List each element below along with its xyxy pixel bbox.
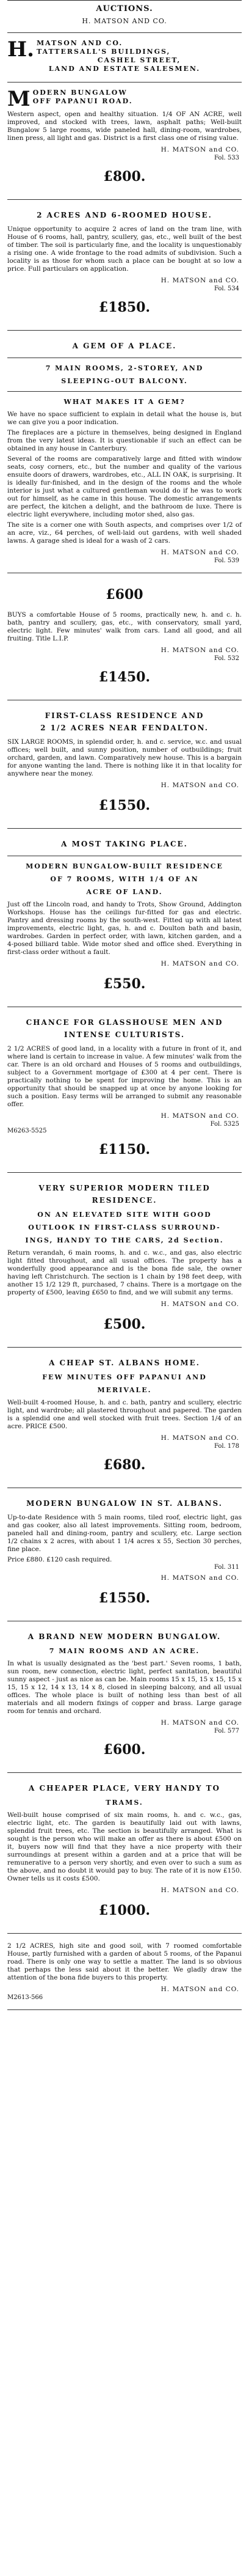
ad-heading: A CHEAPER PLACE, VERY HANDY TO xyxy=(29,1784,220,1793)
ad-price: £1550. xyxy=(98,798,151,813)
divider xyxy=(7,330,242,331)
divider xyxy=(7,1172,242,1173)
ad-two-half-acres xyxy=(7,1937,242,2006)
section-title: AUCTIONS. xyxy=(96,4,153,13)
ad-ref: Fol. 577 xyxy=(214,1728,239,1734)
ad-body: We have no space sufficient to explain in detail what the house is, but we can give you a poor indication. xyxy=(7,411,242,426)
intro-line-2: TATTERSALL'S BUILDINGS, xyxy=(36,48,171,56)
ad-body: Return verandah, 6 main rooms, h. and c. w.c., and gas, also electric light fitted throughout, and all usual offices. The property has a wonderfully good appearance and is the bona fide sale, the owner having left Christchurch. The section is 1 chain by 198 feet deep, with another 15 1/2 129 ft, purchased, 7 chains. There is a mortgage on the property of £500, leaving £650 to find, and we will submit any terms. xyxy=(7,1249,242,1296)
ad-two-acres xyxy=(7,204,242,326)
ad-subheading: MODERN BUNGALOW-BUILT RESIDENCE xyxy=(26,862,223,870)
ad-price: £1000. xyxy=(98,1903,151,1918)
ad-signature: H. MATSON and CO. xyxy=(161,1574,239,1582)
ad-subheading: MERIVALE. xyxy=(97,1386,152,1394)
ad-signature: H. MATSON and CO. xyxy=(161,647,239,654)
ad-signature: H. MATSON and CO. xyxy=(161,1112,239,1120)
ad-body: Price £880. £120 cash required. xyxy=(7,1556,112,1563)
ad-subheading: SLEEPING-OUT BALCONY. xyxy=(61,377,188,385)
ad-ref: Fol. 534 xyxy=(214,285,239,292)
ad-modern-bungalow xyxy=(7,86,242,196)
ad-body: Just off the Lincoln road, and handy to Trots, Show Ground, Addington Workshops. House has the ceilings fur-fitted for gas and electric. Pantry and dressing rooms by the south-west. Fitted up with all latest improvements, electric light, gas, h. and c. Doulton bath and basin, wardrobes. Garden in perfect order, with lawn, kitchen garden, and a 4-posed billiard table. Wide motor shed and office shed. Everything in first-class order without a fault. xyxy=(7,901,242,956)
ad-signature: H. MATSON and CO. xyxy=(161,782,239,789)
ad-title: ODERN BUNGALOW xyxy=(32,89,128,97)
ad-subtitle: OFF PAPANUI ROAD. xyxy=(32,97,133,105)
ad-price: £550. xyxy=(103,976,146,992)
ad-price: £600 xyxy=(106,587,143,603)
ad-body: BUYS a comfortable House of 5 rooms, practically new, h. and c. h. bath, pantry and scullery, gas, etc., with conservatory, small yard, electric light. Few minutes' walk from cars. Land all good, and all fruiting. Title L.I.P. xyxy=(7,611,242,642)
ad-signature: H. MATSON and CO. xyxy=(161,1986,239,1993)
divider xyxy=(7,2009,242,2010)
ad-heading: A MOST TAKING PLACE. xyxy=(61,840,188,848)
ad-ref: Fol. 311 xyxy=(214,1564,239,1571)
ad-body: The fireplaces are a picture in themselves, being designed in England from the very latest ideas. It is questionable if such an effect can be obtained in any house in Canterbury. xyxy=(7,429,242,452)
ad-600-house xyxy=(7,577,242,696)
ad-st-albans-bungalow xyxy=(7,1492,242,1617)
ad-heading: 2 1/2 ACRES NEAR FENDALTON. xyxy=(40,724,209,732)
ad-cheaper-place xyxy=(7,1777,242,1929)
ad-glasshouse xyxy=(7,1011,242,1169)
firm-name: H. MATSON AND CO. xyxy=(82,17,167,25)
dropcap: M xyxy=(7,87,31,111)
ad-subheading: INGS, HANDY TO THE CARS, 2d Section. xyxy=(25,1236,224,1244)
ad-ref: M2613-566 xyxy=(7,1994,43,2001)
ad-body: Western aspect, open and healthy situation. 1/4 OF AN ACRE, well improved, and stocked with trees, lawn, asphalt paths; Well-built Bungalow 5 large rooms, wide paneled hall, dining-room, wardrobes, linen press, all light and gas. District is a first class one of rising value. xyxy=(7,111,242,142)
intro-ad xyxy=(7,37,242,78)
divider xyxy=(7,828,242,829)
ad-heading: 2 ACRES AND 6-ROOMED HOUSE. xyxy=(37,211,212,219)
intro-line-3: CASHEL STREET, xyxy=(97,56,181,64)
dropcap: H. xyxy=(7,37,34,62)
ad-price: £1850. xyxy=(98,299,151,315)
ad-taking-place xyxy=(7,832,242,1003)
ad-subheading: WHAT MAKES IT A GEM? xyxy=(63,398,186,406)
ad-body: Well-built 4-roomed House, h. and c. bath, pantry and scullery, electric light, and wardrobe; all plastered throughout and papered. The garden is a splendid one and well stocked with fruit trees. Section 1/4 of an acre. PRICE £500. xyxy=(7,1399,242,1430)
ad-signature: H. MATSON and CO. xyxy=(161,960,239,967)
ad-gem-of-a-place xyxy=(7,334,242,569)
divider xyxy=(7,82,242,83)
ad-heading: CHANCE FOR GLASSHOUSE MEN AND xyxy=(26,1018,223,1027)
ad-subheading: TRAMS. xyxy=(106,1799,143,1807)
ad-subheading: OUTLOOK IN FIRST-CLASS SURROUND- xyxy=(28,1224,221,1231)
ad-ref: Fol. 533 xyxy=(214,155,239,161)
ad-heading: VERY SUPERIOR MODERN TILED xyxy=(38,1184,211,1192)
ad-ref: M6263-5525 xyxy=(7,1128,47,1134)
ad-subheading: ACRE OF LAND. xyxy=(86,888,163,896)
divider xyxy=(7,1772,242,1773)
ad-ref: Fol. 532 xyxy=(214,655,239,662)
ad-signature: H. MATSON and CO. xyxy=(161,549,239,556)
ad-body: Unique opportunity to acquire 2 acres of land on the tram line, with House of 6 rooms, hall, pantry, scullery, gas, etc., well built of the best of timber. The soil is particularly fine, and the locality is unquestionably a rising one. A wide frontage to the road admits of subdivision. Such a locality is as those for whom such a place can be bought at so low a price. Full particulars on application. xyxy=(7,226,242,273)
divider xyxy=(7,1933,242,1934)
ad-subheading: 7 MAIN ROOMS AND AN ACRE. xyxy=(49,1647,200,1655)
classified-page xyxy=(7,0,242,2010)
ad-body: 2 1/2 ACRES, high site and good soil, with 7 roomed comfortable House, partly furnished with a garden of about 5 rooms, of the Papanui road. There is only one way to settle a matter. The land is so obvious that perhaps the less said about it the better. We gladly draw the attention of the bona fide buyers to this property. xyxy=(7,1942,242,1981)
divider xyxy=(7,32,242,33)
ad-body: SIX LARGE ROOMS, in splendid order, h. and c. service, w.c. and usual offices; well built, and sunny position, number of outbuildings; fruit orchard, garden, and lawn. Comparatively new house. This is a bargain for anyone wanting the land. There is nothing like it in that locality for anywhere near the money. xyxy=(7,738,242,777)
ad-body: Up-to-date Residence with 5 main rooms, tiled roof, electric light, gas and gas cooker, also all latest improvements. Sitting room, bedroom, paneled hall and dining-room, pantry and scullery, etc. Large section 1/2 chains x 2 acres, with about 1 1/4 acres x 55, Section 30 perches, fine place. xyxy=(7,1514,242,1553)
ad-signature: H. MATSON and CO. xyxy=(161,1434,239,1442)
ad-signature: H. MATSON and CO. xyxy=(161,1719,239,1727)
ad-body: 2 1/2 ACRES of good land, in a locality with a future in front of it, and where land is certain to increase in value. A few minutes' walk from the car. There is an old orchard and Houses of 5 rooms and outbuildings, subject to a Government mortgage of £300 at 4 per cent. There is practically nothing to be spent for improving the home. This is an opportunity that should be snapped up at once by anyone looking for such a position. Easy terms will be arranged to submit any reasonable offer. xyxy=(7,1045,242,1108)
ad-heading: A CHEAP ST. ALBANS HOME. xyxy=(49,1359,200,1367)
ad-subheading: 7 MAIN ROOMS, 2-STOREY, AND xyxy=(45,364,204,372)
ad-heading: FIRST-CLASS RESIDENCE AND xyxy=(45,711,204,720)
ad-price: £1450. xyxy=(98,669,151,685)
ad-heading: A BRAND NEW MODERN BUNGALOW. xyxy=(27,1632,222,1641)
ad-price: £800. xyxy=(103,169,146,185)
ad-body: The site is a corner one with South aspects, and comprises over 1/2 of an acre, viz., 64 perches, of well-laid out gardens, with well shaded lawns. A garage shed is ideal for a wash of 2 cars. xyxy=(7,521,242,545)
ad-heading: INTENSE CULTURISTS. xyxy=(63,1030,186,1039)
ad-heading: MODERN BUNGALOW IN ST. ALBANS. xyxy=(26,1499,223,1508)
ad-price: £500. xyxy=(103,1316,146,1332)
ad-price: £600. xyxy=(103,1742,146,1758)
divider xyxy=(7,391,242,392)
ad-heading: RESIDENCE. xyxy=(92,1196,157,1205)
ad-st-albans-home xyxy=(7,1351,242,1484)
ad-body: Well-built house comprised of six main rooms, h. and c. w.c., gas, electric light, etc. The garden is beautifully laid out with lawns, splendid fruit trees, etc. The section is beautifully arranged. What is sought is the person who will make an offer as there is about £500 on it, buyers now will find that they have a nice property with their surroundings at present within a garden and at a price that will be remunerative to a person very shortly, and even over to such a sum as the above, and no doubt it would pay to buy. The rate of it is now £150. Owner tells us it costs £500. xyxy=(7,1811,242,1882)
ad-ref: Fol. 178 xyxy=(214,1443,239,1450)
ad-ref: Fol. 539 xyxy=(214,557,239,564)
divider xyxy=(7,1347,242,1348)
ad-signature: H. MATSON and CO. xyxy=(161,277,239,284)
ad-subheading: FEW MINUTES OFF PAPANUI AND xyxy=(42,1373,207,1381)
ad-price: £680. xyxy=(103,1457,146,1473)
intro-line-4: LAND AND ESTATE SALESMEN. xyxy=(48,65,201,73)
ad-signature: H. MATSON and CO. xyxy=(161,1301,239,1308)
ad-heading: A GEM OF A PLACE. xyxy=(72,342,177,350)
ad-fendalton xyxy=(7,704,242,824)
intro-line-1: MATSON AND CO. xyxy=(36,39,123,47)
ad-brand-new-bungalow xyxy=(7,1625,242,1769)
ad-subheading: OF 7 ROOMS, WITH 1/4 OF AN xyxy=(50,875,199,883)
ad-body: In what is usually designated as the 'best part.' Seven rooms, 1 bath, sun room, new connection, electric light, perfect sanitation, beautiful sunny aspect - just as nice as can be. Main rooms 15 x 15, 15 x 15, 15 x 15, 15 x 12, 14 x 13, 14 x 8, closed in sleeping balcony, and all usual offices. The whole place is built of nothing less than best of all materials and all modern fixings of copper and brass. Large garage room for tennis and orchard. xyxy=(7,1660,242,1715)
ad-ref: Fol. 5325 xyxy=(210,1121,239,1128)
ad-signature: H. MATSON and CO. xyxy=(161,146,239,153)
ad-price: £1150. xyxy=(98,1142,151,1158)
ad-tiled-residence xyxy=(7,1176,242,1343)
ad-signature: H. MATSON and CO. xyxy=(161,1887,239,1894)
ad-body: Several of the rooms are comparatively large and fitted with window seats, cosy corners, etc., but the number and quality of the various ensuite doors of drawers, wardrobes, etc., ALL IN OAK, is surprising. It is ideally fur-finished, and in the design of the rooms and the whole interior is just what a cultured gentleman would do if he was to work out for himself, as he came in this house. The domestic arrangements are perfect, the kitchen a delight, and the bathroom de luxe. There is electric light everywhere, including motor shed, also gas. xyxy=(7,455,242,518)
ad-price: £1550. xyxy=(98,1590,151,1606)
divider xyxy=(7,199,242,200)
ad-subheading: ON AN ELEVATED SITE WITH GOOD xyxy=(37,1211,212,1219)
